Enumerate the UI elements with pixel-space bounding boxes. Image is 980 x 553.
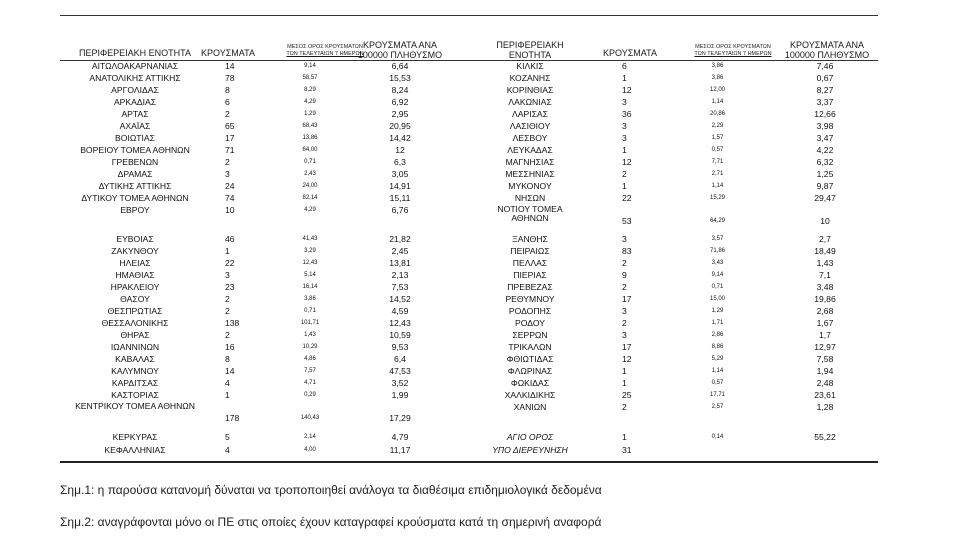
- avg7d-value: 4,71: [304, 380, 316, 386]
- avg7d-value: 8,29: [304, 87, 316, 93]
- avg7d-value: 17,71: [709, 392, 725, 398]
- header-cases-left: ΚΡΟΥΣΜΑΤΑ: [201, 48, 255, 58]
- header-avg-right: [678, 44, 788, 58]
- region-name: ΗΜΑΘΙΑΣ: [115, 270, 155, 280]
- cases-value: 2: [622, 402, 627, 412]
- cases-value: 2: [622, 318, 627, 328]
- cases-value: 65: [225, 121, 235, 131]
- per100k-value: 4,22: [816, 145, 834, 155]
- avg7d-value: 2,43: [304, 171, 316, 177]
- cases-value: 5: [225, 432, 230, 442]
- per100k-value: 7,1: [819, 270, 831, 280]
- per100k-value: 2,13: [391, 270, 409, 280]
- cases-value: 17: [225, 133, 235, 143]
- per100k-value: 14,52: [389, 294, 411, 304]
- cases-value: 1: [622, 366, 627, 376]
- avg7d-value: 3,86: [304, 296, 316, 302]
- cases-value: 138: [225, 318, 240, 328]
- region-name: ΣΕΡΡΩΝ: [512, 330, 548, 340]
- per100k-value: 18,49: [814, 246, 836, 256]
- region-name: ΔΡΑΜΑΣ: [117, 169, 153, 179]
- cases-value: 12: [622, 354, 632, 364]
- cases-value: 3: [622, 133, 627, 143]
- cases-value: 2: [225, 330, 230, 340]
- cases-value: 3: [622, 330, 627, 340]
- cases-value: 4: [225, 378, 230, 388]
- region-name: ΗΛΕΙΑΣ: [119, 258, 151, 268]
- avg7d-value: 0,57: [711, 147, 724, 153]
- top-rule: [60, 15, 878, 16]
- avg7d-value: 1,14: [711, 368, 724, 374]
- cases-value: 2: [225, 294, 230, 304]
- cases-value: 83: [622, 246, 632, 256]
- region-name: ΑΓΙΟ ΟΡΟΣ: [506, 432, 554, 442]
- per100k-value: 17,29: [389, 413, 411, 423]
- avg7d-value: 2,14: [304, 434, 316, 440]
- avg7d-value: 0,14: [711, 434, 724, 440]
- cases-value: 53: [622, 216, 632, 226]
- region-name: ΚΑΡΔΙΤΣΑΣ: [111, 378, 159, 388]
- avg7d-value: 5,29: [711, 356, 724, 362]
- region-name: ΘΕΣΠΡΩΤΙΑΣ: [107, 306, 163, 316]
- per100k-value: 3,98: [816, 121, 834, 131]
- region-name: ΡΕΘΥΜΝΟΥ: [505, 294, 555, 304]
- avg7d-value: 1,14: [711, 99, 724, 105]
- bottom-rule: [60, 461, 878, 463]
- region-name: ΚΑΒΑΛΑΣ: [115, 354, 155, 364]
- region-name: ΧΑΛΚΙΔΙΚΗΣ: [504, 390, 556, 400]
- per100k-value: 21,82: [389, 234, 411, 244]
- cases-value: 3: [225, 169, 230, 179]
- header-per100k-left-line2: 100000 ΠΛΗΘΥΣΜΟ: [357, 50, 443, 60]
- avg7d-value: 1,43: [304, 332, 316, 338]
- avg7d-value: 1,29: [304, 111, 316, 117]
- region-name: ΒΟΡΕΙΟΥ ΤΟΜΕΑ ΑΘΗΝΩΝ: [80, 145, 190, 155]
- per100k-value: 55,22: [814, 432, 836, 442]
- region-name: ΠΙΕΡΙΑΣ: [513, 270, 547, 280]
- cases-value: 71: [225, 145, 235, 155]
- per100k-value: 13,81: [389, 258, 411, 268]
- header-per100k-left: [355, 40, 445, 60]
- avg7d-value: 71,86: [709, 248, 725, 254]
- header-avg-right-line2: ΤΩΝ ΤΕΛΕΥΤΑΙΩΝ 7 ΗΜΕΡΩΝ: [694, 51, 772, 57]
- per100k-value: 12,43: [389, 318, 411, 328]
- region-name: ΕΥΒΟΙΑΣ: [116, 234, 154, 244]
- per100k-value: 11,17: [389, 445, 411, 455]
- region-name: ΘΑΣΟΥ: [120, 294, 150, 304]
- per100k-value: 20,95: [389, 121, 411, 131]
- cases-value: 3: [622, 234, 627, 244]
- region-name: ΛΕΣΒΟΥ: [512, 133, 548, 143]
- cases-value: 12: [622, 157, 632, 167]
- per100k-value: 12,66: [814, 109, 836, 119]
- region-name: ΔΥΤΙΚΗΣ ΑΤΤΙΚΗΣ: [98, 181, 172, 191]
- avg7d-value: 10,29: [302, 344, 318, 350]
- avg7d-value: 58,57: [302, 75, 318, 81]
- header-per100k-right-line1: ΚΡΟΥΣΜΑΤΑ ΑΝΑ: [790, 40, 864, 50]
- per100k-value: 7,58: [816, 354, 834, 364]
- per100k-value: 10,59: [389, 330, 411, 340]
- avg7d-value: 2,29: [711, 123, 724, 129]
- per100k-value: 6,64: [391, 61, 409, 71]
- region-name: ΗΡΑΚΛΕΙΟΥ: [110, 282, 160, 292]
- avg7d-value: 15,29: [709, 195, 725, 201]
- per100k-value: 6,4: [394, 354, 406, 364]
- header-avg-left-line2: ΤΩΝ ΤΕΛΕΥΤΑΙΩΝ 7 ΗΜΕΡΩΝ: [286, 51, 364, 57]
- region-name: ΕΒΡΟΥ: [120, 205, 150, 215]
- per100k-value: 47,53: [389, 366, 411, 376]
- cases-value: 8: [225, 354, 230, 364]
- region-name: ΜΥΚΟΝΟΥ: [508, 181, 552, 191]
- region-name: ΚΑΛΥΜΝΟΥ: [111, 366, 159, 376]
- region-name: ΚΕΦΑΛΛΗΝΙΑΣ: [104, 445, 166, 455]
- avg7d-value: 4,29: [304, 99, 316, 105]
- cases-value: 14: [225, 366, 235, 376]
- per100k-value: 15,53: [389, 73, 411, 83]
- region-name: ΦΛΩΡΙΝΑΣ: [507, 366, 553, 376]
- region-name: ΚΟΡΙΝΘΙΑΣ: [506, 85, 554, 95]
- region-name: ΝΟΤΙΟΥ ΤΟΜΕΑ ΑΘΗΝΩΝ: [497, 204, 563, 223]
- per100k-value: 9,53: [391, 342, 409, 352]
- region-name: ΑΡΚΑΔΙΑΣ: [113, 97, 157, 107]
- per100k-value: 0,67: [816, 73, 834, 83]
- cases-value: 1: [225, 390, 230, 400]
- region-name: ΛΑΚΩΝΙΑΣ: [508, 97, 552, 107]
- cases-value: 78: [225, 73, 235, 83]
- avg7d-value: 64,00: [302, 147, 318, 153]
- region-name: ΑΡΤΑΣ: [121, 109, 149, 119]
- region-name: ΑΝΑΤΟΛΙΚΗΣ ΑΤΤΙΚΗΣ: [89, 73, 181, 83]
- region-name: ΠΡΕΒΕΖΑΣ: [507, 282, 553, 292]
- avg7d-value: 140,43: [300, 415, 320, 421]
- cases-value: 14: [225, 61, 235, 71]
- cases-value: 25: [622, 390, 632, 400]
- region-name: ΑΡΓΟΛΙΔΑΣ: [111, 85, 159, 95]
- cases-value: 1: [622, 73, 627, 83]
- cases-value: 17: [622, 294, 632, 304]
- per100k-value: 6,32: [816, 157, 834, 167]
- cases-value: 17: [622, 342, 632, 352]
- region-name: ΑΙΤΩΛΟΑΚΑΡΝΑΝΙΑΣ: [91, 61, 179, 71]
- cases-value: 178: [225, 413, 240, 423]
- header-avg-right-line1: ΜΕΣΟΣ ΟΡΟΣ ΚΡΟΥΣΜΑΤΩΝ: [695, 44, 771, 50]
- cases-value: 12: [622, 85, 632, 95]
- avg7d-value: 2,86: [711, 332, 724, 338]
- per100k-value: 29,47: [814, 193, 836, 203]
- cases-value: 74: [225, 193, 235, 203]
- per100k-value: 12: [395, 145, 405, 155]
- region-name: ΦΘΙΩΤΙΔΑΣ: [506, 354, 554, 364]
- region-name: ΛΑΣΙΘΙΟΥ: [509, 121, 551, 131]
- avg7d-value: 3,43: [711, 260, 724, 266]
- region-name: ΞΑΝΘΗΣ: [512, 234, 548, 244]
- region-name: ΚΙΛΚΙΣ: [516, 61, 544, 71]
- avg7d-value: 1,57: [711, 135, 724, 141]
- cases-value: 2: [225, 109, 230, 119]
- per100k-value: 1,25: [816, 169, 834, 179]
- cases-value: 2: [225, 157, 230, 167]
- per100k-value: 1,67: [816, 318, 834, 328]
- per100k-value: 19,86: [814, 294, 836, 304]
- region-name: ΥΠΟ ΔΙΕΡΕΥΝΗΣΗ: [492, 445, 568, 455]
- per100k-value: 7,46: [816, 61, 834, 71]
- avg7d-value: 4,00: [304, 447, 316, 453]
- cases-value: 22: [622, 193, 632, 203]
- per100k-value: 12,97: [814, 342, 836, 352]
- region-name: ΝΗΣΩΝ: [514, 193, 546, 203]
- cases-value: 31: [622, 445, 632, 455]
- cases-value: 6: [225, 97, 230, 107]
- region-name: ΒΟΙΩΤΙΑΣ: [115, 133, 155, 143]
- region-name: ΜΕΣΣΗΝΙΑΣ: [505, 169, 555, 179]
- per100k-value: 14,91: [389, 181, 411, 191]
- avg7d-value: 64,29: [709, 218, 725, 224]
- region-name: ΚΕΝΤΡΙΚΟΥ ΤΟΜΕΑ ΑΘΗΝΩΝ: [75, 401, 195, 411]
- region-name: ΚΟΖΑΝΗΣ: [509, 73, 551, 83]
- per100k-value: 8,24: [391, 85, 409, 95]
- header-per100k-left-line1: ΚΡΟΥΣΜΑΤΑ ΑΝΑ: [363, 40, 437, 50]
- region-name: ΑΧΑΪΑΣ: [119, 121, 151, 131]
- per100k-value: 1,99: [391, 390, 409, 400]
- header-avg-left-line1: ΜΕΣΟΣ ΟΡΟΣ ΚΡΟΥΣΜΑΤΩΝ: [287, 44, 363, 50]
- avg7d-value: 1,14: [711, 183, 724, 189]
- per100k-value: 1,28: [816, 402, 834, 412]
- region-name: ΦΩΚΙΔΑΣ: [510, 378, 550, 388]
- region-name: ΠΕΛΛΑΣ: [512, 258, 548, 268]
- per100k-value: 3,05: [391, 169, 409, 179]
- avg7d-value: 13,86: [302, 135, 318, 141]
- avg7d-value: 101,71: [300, 320, 320, 326]
- per100k-value: 1,43: [816, 258, 834, 268]
- region-name: ΡΟΔΟΠΗΣ: [508, 306, 552, 316]
- avg7d-value: 1,71: [711, 320, 724, 326]
- per100k-value: 2,48: [816, 378, 834, 388]
- per100k-value: 1,94: [816, 366, 834, 376]
- per100k-value: 4,59: [391, 306, 409, 316]
- avg7d-value: 2,71: [711, 171, 724, 177]
- region-name: ΙΩΑΝΝΙΝΩΝ: [110, 342, 160, 352]
- avg7d-value: 0,71: [304, 308, 316, 314]
- avg7d-value: 8,86: [711, 344, 724, 350]
- cases-value: 2: [622, 258, 627, 268]
- cases-value: 22: [225, 258, 235, 268]
- avg7d-value: 3,57: [711, 236, 724, 242]
- header-region-right-line1: ΠΕΡΙΦΕΡΕΙΑΚΗ: [496, 40, 564, 50]
- cases-value: 2: [622, 282, 627, 292]
- region-name: ΓΡΕΒΕΝΩΝ: [111, 157, 159, 167]
- avg7d-value: 7,71: [711, 159, 724, 165]
- per100k-value: 7,53: [391, 282, 409, 292]
- cases-value: 16: [225, 342, 235, 352]
- avg7d-value: 7,57: [304, 368, 316, 374]
- per100k-value: 3,48: [816, 282, 834, 292]
- note-1: Σημ.1: η παρούσα κατανομή δύναται να τροποποιηθεί ανάλογα τα διαθέσιμα επιδημιολογικά δεδομένα: [60, 483, 602, 497]
- cases-value: 3: [622, 306, 627, 316]
- cases-value: 24: [225, 181, 235, 191]
- per100k-value: 3,47: [816, 133, 834, 143]
- region-name: ΡΟΔΟΥ: [515, 318, 545, 328]
- region-name: ΚΑΣΤΟΡΙΑΣ: [111, 390, 159, 400]
- avg7d-value: 12,00: [709, 87, 725, 93]
- cases-value: 4: [225, 445, 230, 455]
- cases-value: 1: [622, 378, 627, 388]
- per100k-value: 2,45: [391, 246, 409, 256]
- cases-value: 23: [225, 282, 235, 292]
- cases-value: 46: [225, 234, 235, 244]
- region-name: ΤΡΙΚΑΛΩΝ: [508, 342, 552, 352]
- per100k-value: 2,7: [819, 234, 831, 244]
- cases-value: 1: [622, 181, 627, 191]
- per100k-value: 14,42: [389, 133, 411, 143]
- per100k-value: 2,95: [391, 109, 409, 119]
- avg7d-value: 5,14: [304, 272, 316, 278]
- per100k-value: 1,7: [819, 330, 831, 340]
- avg7d-value: 0,71: [304, 159, 316, 165]
- header-cases-right: ΚΡΟΥΣΜΑΤΑ: [603, 48, 657, 58]
- region-name: ΖΑΚΥΝΘΟΥ: [111, 246, 159, 256]
- cases-value: 8: [225, 85, 230, 95]
- region-name: ΛΕΥΚΑΔΑΣ: [507, 145, 553, 155]
- cases-value: 3: [622, 121, 627, 131]
- header-per100k-right: [782, 40, 872, 60]
- per100k-value: 2,68: [816, 306, 834, 316]
- per100k-value: 10: [820, 216, 830, 226]
- per100k-value: 9,87: [816, 181, 834, 191]
- region-name: ΧΑΝΙΩΝ: [513, 402, 547, 412]
- header-per100k-right-line2: 100000 ΠΛΗΘΥΣΜΟ: [784, 50, 870, 60]
- avg7d-value: 0,71: [711, 284, 724, 290]
- avg7d-value: 2,57: [711, 404, 724, 410]
- cases-value: 2: [622, 169, 627, 179]
- avg7d-value: 0,29: [304, 392, 316, 398]
- avg7d-value: 9,14: [304, 63, 316, 69]
- cases-value: 1: [622, 145, 627, 155]
- avg7d-value: 24,00: [302, 183, 318, 189]
- per100k-value: 15,11: [389, 193, 411, 203]
- avg7d-value: 68,43: [302, 123, 318, 129]
- region-name: ΘΗΡΑΣ: [120, 330, 150, 340]
- avg7d-value: 1,29: [711, 308, 724, 314]
- cases-value: 3: [225, 270, 230, 280]
- cases-value: 6: [622, 61, 627, 71]
- avg7d-value: 3,86: [711, 63, 724, 69]
- per100k-value: 6,92: [391, 97, 409, 107]
- header-region-left: ΠΕΡΙΦΕΡΕΙΑΚΗ ΕΝΟΤΗΤΑ: [78, 48, 192, 58]
- cases-value: 36: [622, 109, 632, 119]
- avg7d-value: 41,43: [302, 236, 318, 242]
- avg7d-value: 4,29: [304, 207, 316, 213]
- region-name: ΚΕΡΚΥΡΑΣ: [112, 432, 158, 442]
- per100k-value: 4,79: [391, 432, 409, 442]
- per100k-value: 23,61: [814, 390, 836, 400]
- header-region-right-line2: ΕΝΟΤΗΤΑ: [508, 50, 552, 60]
- per100k-value: 6,76: [391, 205, 409, 215]
- header-region-right: [470, 40, 590, 60]
- region-name: ΜΑΓΝΗΣΙΑΣ: [505, 157, 555, 167]
- cases-value: 3: [622, 97, 627, 107]
- per100k-value: 3,52: [391, 378, 409, 388]
- avg7d-value: 82,14: [302, 195, 318, 201]
- per100k-value: 8,27: [816, 85, 834, 95]
- per100k-value: 6,3: [394, 157, 406, 167]
- avg7d-value: 3,29: [304, 248, 316, 254]
- cases-value: 1: [622, 432, 627, 442]
- avg7d-value: 0,57: [711, 380, 724, 386]
- region-name: ΔΥΤΙΚΟΥ ΤΟΜΕΑ ΑΘΗΝΩΝ: [81, 193, 189, 203]
- avg7d-value: 4,86: [304, 356, 316, 362]
- note-2: Σημ.2: αναγράφονται μόνο οι ΠΕ στις οποίες έχουν καταγραφεί κρούσματα κατά τη σημερινή αναφορά: [60, 515, 602, 529]
- avg7d-value: 16,14: [302, 284, 318, 290]
- avg7d-value: 15,00: [709, 296, 725, 302]
- cases-value: 2: [225, 306, 230, 316]
- per100k-value: 3,37: [816, 97, 834, 107]
- avg7d-value: 20,86: [709, 111, 725, 117]
- cases-value: 9: [622, 270, 627, 280]
- cases-value: 10: [225, 205, 235, 215]
- region-name: ΛΑΡΙΣΑΣ: [512, 109, 548, 119]
- avg7d-value: 12,43: [302, 260, 318, 266]
- region-name: ΘΕΣΣΑΛΟΝΙΚΗΣ: [101, 318, 169, 328]
- region-name: ΠΕΙΡΑΙΩΣ: [510, 246, 550, 256]
- avg7d-value: 9,14: [711, 272, 724, 278]
- cases-value: 1: [225, 246, 230, 256]
- avg7d-value: 3,86: [711, 75, 724, 81]
